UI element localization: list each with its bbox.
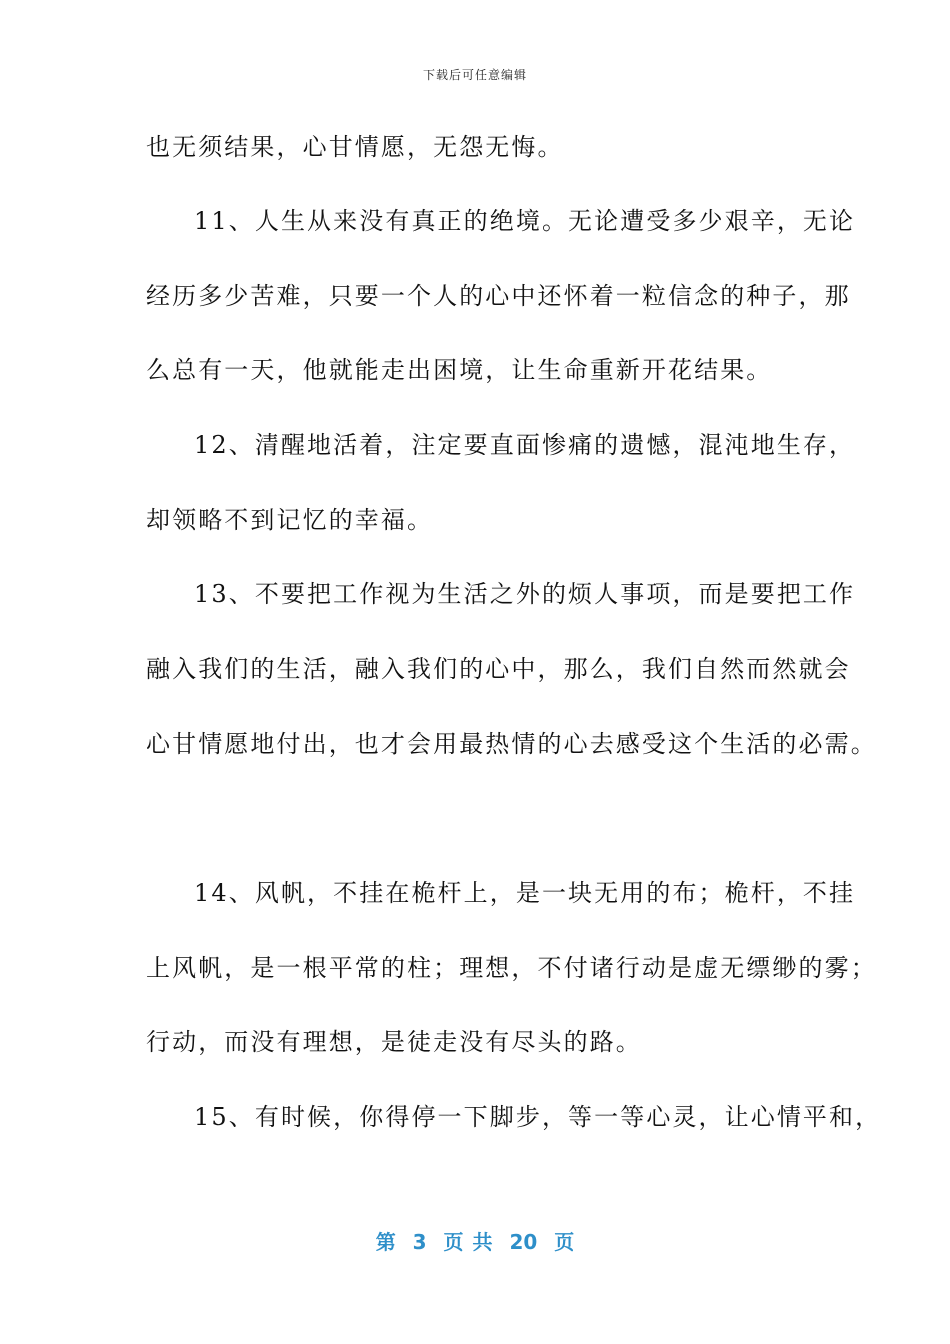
paragraph-line: 融入我们的生活，融入我们的心中，那么，我们自然而然就会 (146, 655, 851, 683)
paragraph-line: 经历多少苦难，只要一个人的心中还怀着一粒信念的种子，那 (146, 282, 851, 310)
paragraph-line: 也无须结果，心甘情愿，无怨无悔。 (146, 133, 564, 161)
paragraph-line: 12、清醒地活着，注定要直面惨痛的遗憾，混沌地生存， (194, 431, 856, 459)
paragraph-line: 15、有时候，你得停一下脚步，等一等心灵，让心情平和， (194, 1103, 882, 1131)
paragraph-line: 么总有一天，他就能走出困境，让生命重新开花结果。 (146, 356, 773, 384)
footer-prefix: 第 (375, 1230, 396, 1254)
paragraph-line: 行动，而没有理想，是徒走没有尽头的路。 (146, 1028, 642, 1056)
paragraph-line: 11、人生从来没有真正的绝境。无论遭受多少艰辛，无论 (194, 207, 856, 235)
paragraph-line: 却领略不到记忆的幸福。 (146, 506, 434, 534)
page-header: 下载后可任意编辑 (422, 68, 527, 82)
total-pages-number: 20 (509, 1230, 538, 1254)
paragraph-line: 上风帆，是一根平常的柱；理想，不付诸行动是虚无缥缈的雾； (146, 954, 877, 982)
current-page-number: 3 (412, 1230, 427, 1254)
paragraph-line: 心甘情愿地付出，也才会用最热情的心去感受这个生活的必需。 (146, 730, 877, 758)
page-footer (0, 1226, 950, 1255)
footer-suffix: 页 (554, 1230, 575, 1254)
paragraph-line: 13、不要把工作视为生活之外的烦人事项，而是要把工作 (194, 580, 856, 608)
footer-middle: 页 共 (443, 1230, 493, 1254)
paragraph-line: 14、风帆，不挂在桅杆上，是一块无用的布；桅杆，不挂 (194, 879, 856, 907)
